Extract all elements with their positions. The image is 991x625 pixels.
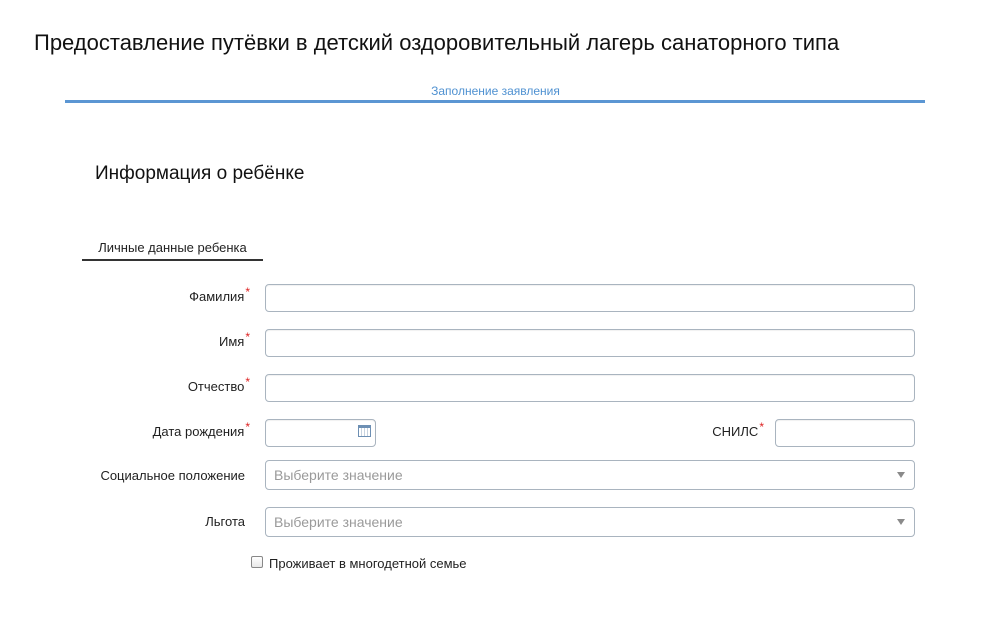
step-current-label: Заполнение заявления: [431, 84, 560, 98]
social-status-placeholder: Выберите значение: [274, 467, 403, 483]
large-family-label[interactable]: Проживает в многодетной семье: [269, 556, 467, 571]
social-status-label: Социальное положение: [100, 468, 245, 483]
step-progress-bar: [65, 100, 925, 103]
benefit-select[interactable]: [265, 507, 915, 537]
snils-label: СНИЛС*: [712, 420, 764, 439]
benefit-label: Льгота: [205, 514, 245, 529]
last-name-label: Фамилия*: [189, 285, 250, 304]
first-name-input[interactable]: [265, 329, 915, 357]
required-mark: *: [245, 420, 250, 434]
page-title: Предоставление путёвки в детский оздоровительный лагерь санаторного типа: [34, 30, 840, 55]
required-mark: *: [245, 330, 250, 344]
section-title: Информация о ребёнке: [95, 163, 305, 184]
patronymic-label: Отчество*: [187, 375, 250, 394]
birth-date-label: Дата рождения*: [152, 420, 250, 439]
social-status-select[interactable]: [265, 460, 915, 490]
patronymic-input[interactable]: [265, 374, 915, 402]
first-name-label: Имя*: [219, 330, 250, 349]
tab-personal-data[interactable]: Личные данные ребенка: [82, 240, 263, 261]
chevron-down-icon: [897, 472, 905, 478]
calendar-icon[interactable]: [358, 425, 371, 437]
last-name-input[interactable]: [265, 284, 915, 312]
required-mark: *: [245, 285, 250, 299]
benefit-placeholder: Выберите значение: [274, 514, 403, 530]
chevron-down-icon: [897, 519, 905, 525]
large-family-checkbox[interactable]: [251, 556, 263, 568]
birth-date-field: [265, 419, 376, 447]
snils-input[interactable]: [775, 419, 915, 447]
required-mark: *: [759, 420, 764, 434]
required-mark: *: [245, 375, 250, 389]
